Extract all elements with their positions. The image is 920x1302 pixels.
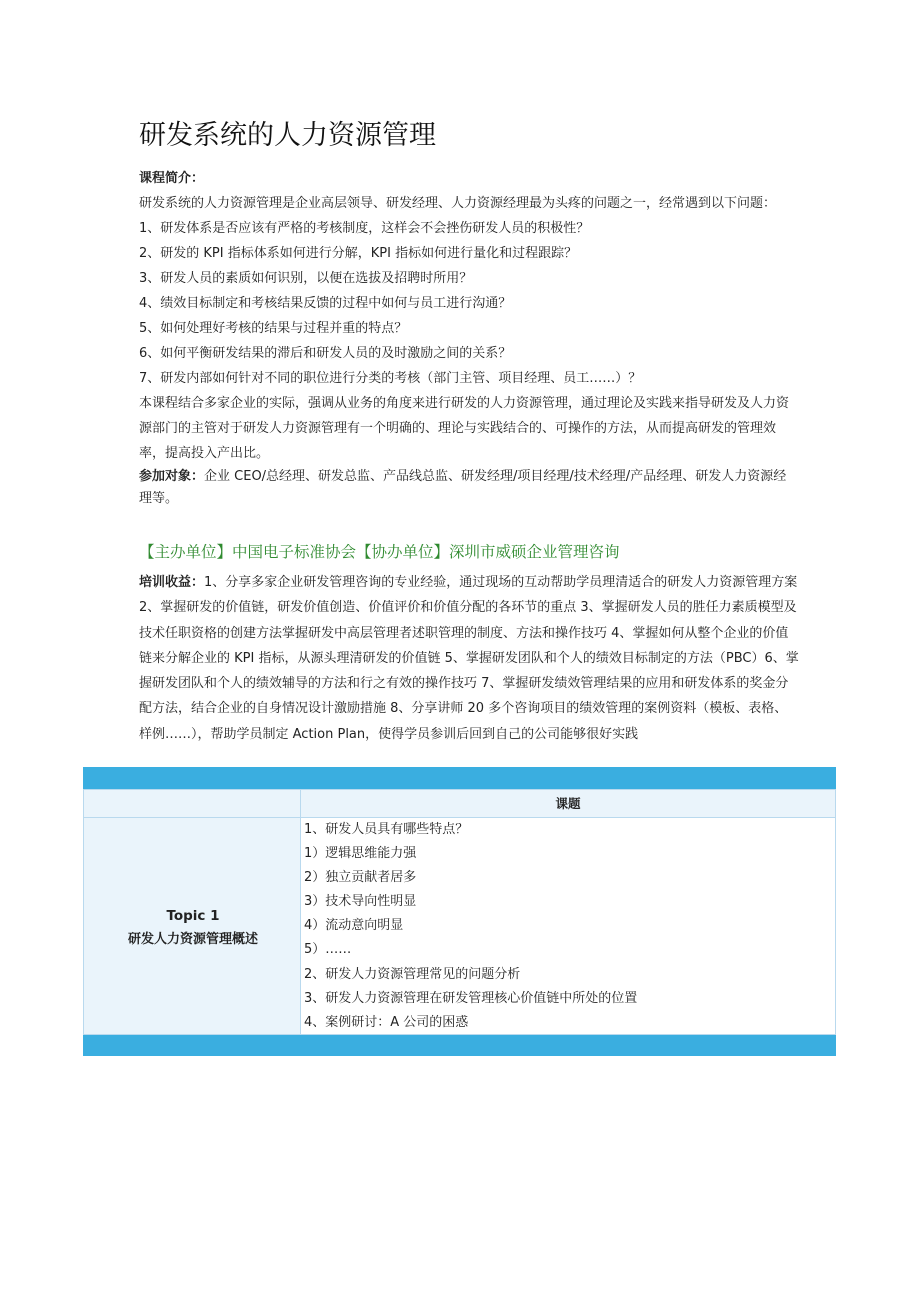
audience-label: 参加对象： [139, 469, 205, 484]
topic-item: 2、研发人力资源管理常见的问题分析 [304, 966, 521, 982]
intro-paragraph: 研发系统的人力资源管理是企业高层领导、研发经理、人力资源经理最为头疼的问题之一，经常遇到以下问题： [139, 196, 777, 211]
course-table [83, 767, 836, 1056]
table-header-left [83, 789, 301, 818]
topic-item-list [304, 818, 637, 1035]
audience-text: 企业 CEO/总经理、研发总监、产品线总监、研发经理/项目经理/技术经理/产品经理、研发人力资源经理等。 [139, 469, 787, 506]
course-intro [139, 166, 799, 510]
training-benefits [139, 570, 799, 747]
topic-item: 2）独立贡献者居多 [304, 870, 417, 886]
question-7: 7、研发内部如何针对不同的职位进行分类的考核（部门主管、项目经理、员工……）？ [139, 371, 642, 386]
topic-item: 5）…… [304, 942, 352, 958]
topic-item: 3）技术导向性明显 [304, 894, 417, 910]
table-header-topic: 课题 [301, 789, 836, 818]
intro-summary: 本课程结合多家企业的实际，强调从业务的角度来进行研发的人力资源管理，通过理论及实践来指导研发及人力资源部门的主管对于研发人力资源管理有一个明确的、理论与实践结合的、可操作的方法，从而提高研发的管理效率，提高投入产出比。 [139, 396, 790, 461]
audience [139, 466, 799, 510]
question-6: 6、如何平衡研发结果的滞后和研发人员的及时激励之间的关系？ [139, 346, 512, 361]
intro-label: 课程简介： [139, 171, 205, 186]
topic-item: 4）流动意向明显 [304, 918, 404, 934]
question-4: 4、绩效目标制定和考核结果反馈的过程中如何与员工进行沟通？ [139, 296, 512, 311]
topic-content-cell [301, 818, 836, 1035]
table-bottom-band [83, 1035, 836, 1056]
table-top-band [83, 767, 836, 789]
benefits-text: 1、分享多家企业研发管理咨询的专业经验，通过现场的互动帮助学员理清适合的研发人力资源管理方案 2、掌握研发的价值链，研发价值创造、价值评价和价值分配的各环节的重点 3、掌握研发人员的胜任力素质模型及技术任职资格的创建方法掌握研发中高层管理者述职管理的制度、方法和操作技巧 4、掌握如何从整个企业的价值链来分解企业的 KPI 指标，从源头理清研发的价值链 5、掌握研发团队和个人的绩效目标制定的方法（PBC）6、掌握研发团队和个人的绩效辅导的方法和行之有效的操作技巧 7、掌握研发绩效管理结果的应用和研发体系的奖金分配方法，结合企业的自身情况设计激励措施 8、分享讲师 20 多个咨询项目的绩效管理的案例资料（模板、表格、样例……），帮助学员制定 Action Plan，使得学员参训后回到自己的公司能够很好实践 [139, 575, 799, 742]
topic-item: 3、研发人力资源管理在研发管理核心价值链中所处的位置 [304, 990, 638, 1006]
question-3: 3、研发人员的素质如何识别，以便在选拔及招聘时所用？ [139, 271, 473, 286]
question-2: 2、研发的 KPI 指标体系如何进行分解，KPI 指标如何进行量化和过程跟踪？ [139, 246, 578, 261]
page-title: 研发系统的人力资源管理 [139, 120, 436, 151]
organizers: 【主办单位】中国电子标准协会【协办单位】深圳市威硕企业管理咨询 [139, 543, 620, 561]
question-1: 1、研发体系是否应该有严格的考核制度，这样会不会挫伤研发人员的积极性？ [139, 221, 590, 236]
topic-cell [83, 818, 301, 1035]
topic-item: 1）逻辑思维能力强 [304, 846, 417, 862]
topic-item: 4、案例研讨：A 公司的困惑 [304, 1014, 469, 1030]
topic-number: Topic 1 [166, 908, 220, 924]
question-5: 5、如何处理好考核的结果与过程并重的特点？ [139, 321, 408, 336]
topic-name: 研发人力资源管理概述 [127, 932, 258, 947]
benefits-label: 培训收益： [139, 575, 205, 590]
topic-item: 1、研发人员具有哪些特点？ [304, 822, 469, 837]
